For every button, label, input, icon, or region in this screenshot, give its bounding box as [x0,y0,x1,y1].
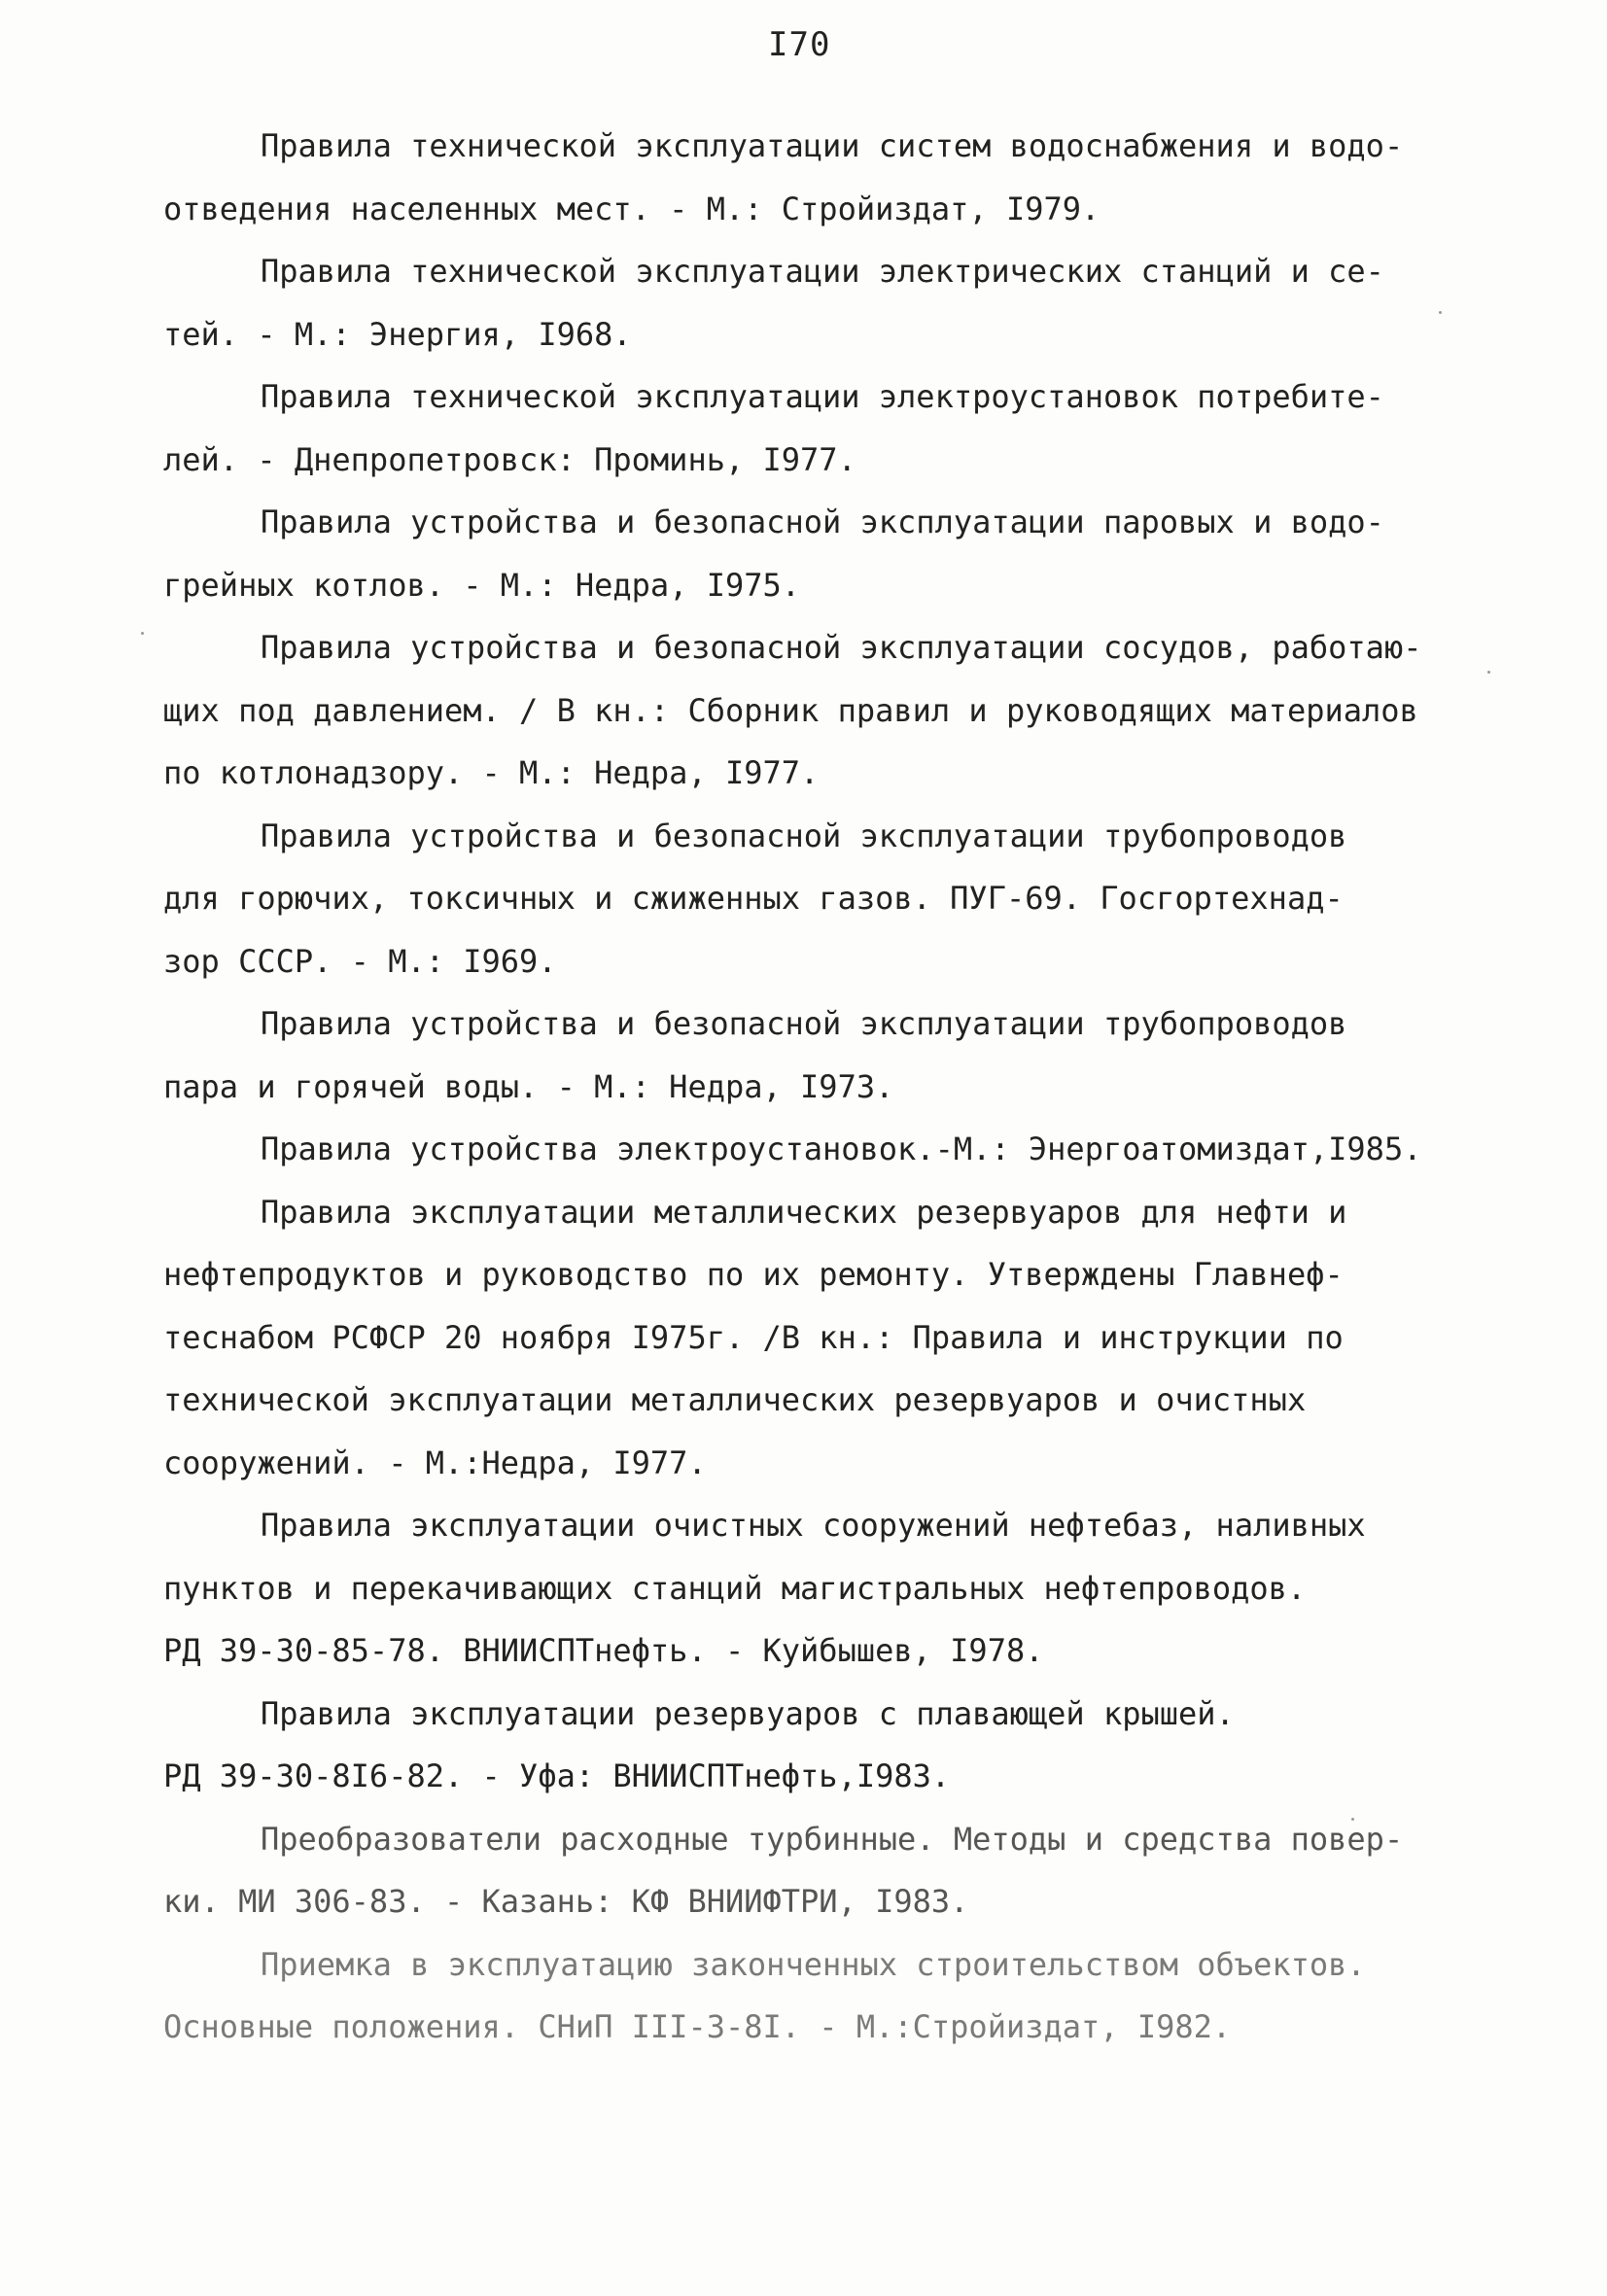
reference-line: Приемка в эксплуатацию законченных строительством объектов. [261,1945,1366,1983]
reference-entry [163,805,1485,993]
reference-line: лей. - Днепропетровск: Проминь, I977. [163,440,856,478]
reference-line: Основные положения. СНиП III-3-8I. - М.:Стройиздат, I982. [163,2008,1232,2045]
reference-line: Правила эксплуатации металлических резервуаров для нефти и [261,1193,1347,1231]
reference-line: Правила устройства и безопасной эксплуатации сосудов, работаю- [261,629,1422,666]
reference-line: пунктов и перекачивающих станций магистральных нефтепроводов. [163,1569,1307,1607]
reference-list [163,115,1485,2059]
reference-line: РД 39-30-85-78. ВНИИСПТнефть. - Куйбышев, I978. [163,1632,1044,1669]
reference-line: грейных котлов. - М.: Недра, I975. [163,566,801,604]
reference-entry [163,992,1485,1118]
scan-speck [1487,671,1490,674]
reference-line: РД 39-30-8I6-82. - Уфа: ВНИИСПТнефть,I983. [163,1757,951,1794]
reference-line: отведения населенных мест. - М.: Стройиздат, I979. [163,190,1100,227]
reference-line: Правила устройства электроустановок.-М.: Энергоатомиздат,I985. [261,1131,1422,1167]
scan-speck [1439,311,1442,314]
reference-line: Правила устройства и безопасной эксплуатации трубопроводов [261,1005,1347,1042]
reference-entry [163,1933,1485,2059]
reference-line: для горючих, токсичных и сжиженных газов. ПУГ-69. Госгортехнад- [163,880,1344,917]
reference-entry [163,1808,1485,1933]
reference-entry [163,1118,1485,1181]
reference-line: щих под давлением. / В кн.: Сборник правил и руководящих материалов [163,691,1418,729]
page-number: I70 [768,25,831,64]
reference-line: технической эксплуатации металлических резервуаров и очистных [163,1381,1307,1418]
reference-entry [163,1494,1485,1683]
reference-entry [163,115,1485,240]
reference-entry [163,1181,1485,1495]
reference-line: зор СССР. - М.: I969. [163,942,557,980]
reference-line: Правила технической эксплуатации систем водоснабжения и водо- [261,127,1404,164]
reference-entry [163,240,1485,365]
reference-entry [163,1683,1485,1808]
reference-line: нефтепродуктов и руководство по их ремонту. Утверждены Главнеф- [163,1256,1344,1293]
reference-line: Преобразователи расходные турбинные. Методы и средства повер- [261,1820,1404,1858]
reference-line: Правила технической эксплуатации электрических станций и се- [261,253,1384,290]
reference-line: пара и горячей воды. - М.: Недра, I973. [163,1067,894,1105]
reference-line: Правила эксплуатации резервуаров с плавающей крышей. [261,1694,1235,1732]
reference-line: Правила технической эксплуатации электроустановок потребите- [261,378,1384,415]
reference-line: тей. - М.: Энергия, I968. [163,315,632,353]
reference-entry [163,365,1485,491]
reference-line: сооружений. - М.:Недра, I977. [163,1444,707,1481]
reference-line: Правила эксплуатации очистных сооружений нефтебаз, наливных [261,1507,1366,1544]
scan-speck [141,632,144,635]
reference-entry [163,491,1485,616]
reference-entry [163,616,1485,805]
reference-line: Правила устройства и безопасной эксплуатации трубопроводов [261,817,1347,854]
reference-line: Правила устройства и безопасной эксплуатации паровых и водо- [261,504,1384,540]
reference-line: ки. МИ 306-83. - Казань: КФ ВНИИФТРИ, I983. [163,1883,969,1920]
scan-speck [1351,1818,1354,1821]
reference-line: теснабом РСФСР 20 ноября I975г. /В кн.: Правила и инструкции по [163,1318,1344,1356]
reference-line: по котлонадзору. - М.: Недра, I977. [163,754,820,791]
